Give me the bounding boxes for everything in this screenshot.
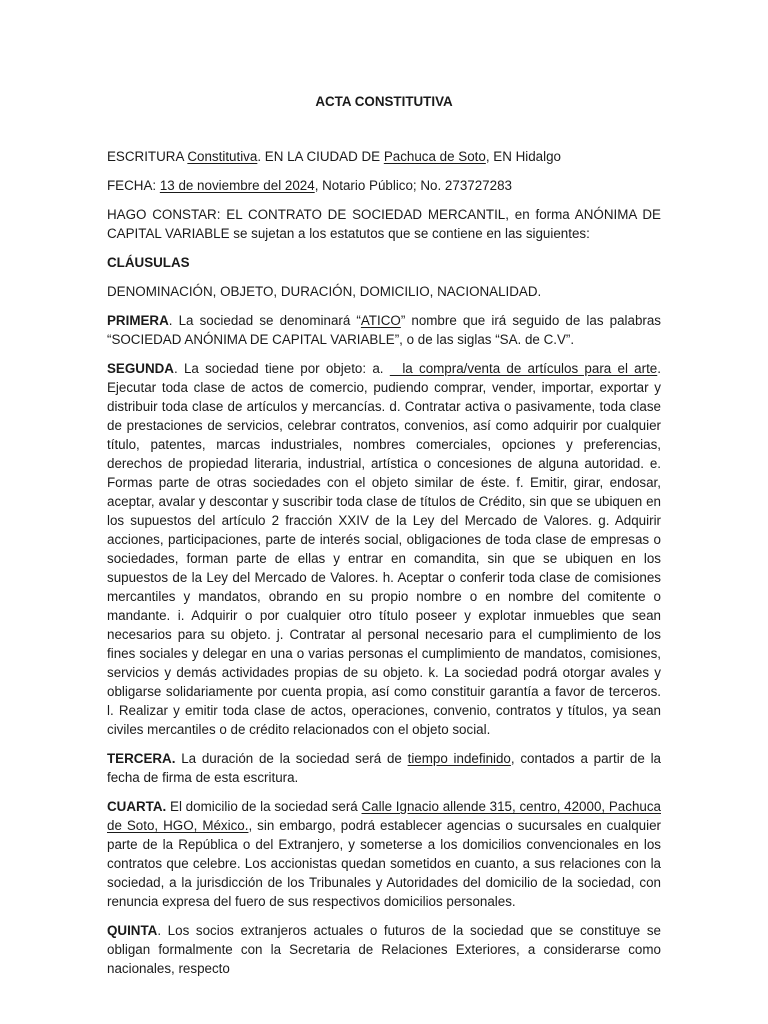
hago-constar-paragraph: HAGO CONSTAR: EL CONTRATO DE SOCIEDAD MERCANTIL, en forma ANÓNIMA DE CAPITAL VARIABLE se sujetan a los estatutos que se contiene en las siguientes: [107, 207, 661, 241]
company-name: ATICO [360, 313, 401, 328]
clause-quinta-label: QUINTA [107, 923, 158, 938]
escritura-city: Pachuca de Soto [383, 149, 486, 164]
clause-segunda-text-a: . La sociedad tiene por objeto: a. [173, 361, 390, 376]
clause-primera-text-a: . La sociedad se denominará “ [168, 313, 361, 328]
clause-cuarta [107, 797, 661, 911]
company-objective: la compra/venta de artículos para el arte [389, 361, 658, 376]
section-heading: DENOMINACIÓN, OBJETO, DURACIÓN, DOMICILIO, NACIONALIDAD. [107, 284, 542, 299]
clausulas-heading-text: CLÁUSULAS [107, 255, 190, 270]
clause-tercera [107, 749, 661, 787]
clause-primera [107, 311, 661, 349]
clause-cuarta-label: CUARTA. [107, 799, 167, 814]
clause-primera-label: PRIMERA [107, 313, 169, 328]
clause-quinta [107, 921, 661, 978]
document-page [107, 92, 661, 988]
escritura-prefix: ESCRITURA [107, 149, 188, 164]
fecha-date: 13 de noviembre del 2024 [159, 178, 315, 193]
escritura-type: Constitutiva [187, 149, 258, 164]
clausulas-heading [107, 253, 661, 272]
clause-quinta-text-a: . Los socios extranjeros actuales o futuros de la sociedad que se constituye se obligan formalmente con la Secretaria de Relaciones Exteriores, a considerarse como nacionales, respecto [107, 923, 661, 976]
escritura-suffix: , EN Hidalgo [485, 149, 562, 164]
fecha-suffix: , Notario Público; No. 273727283 [314, 178, 512, 193]
escritura-line [107, 147, 661, 166]
clause-segunda-label: SEGUNDA [107, 361, 174, 376]
fecha-label: FECHA: [107, 178, 160, 193]
company-address: Calle Ignacio allende 315, centro, 42000, Pachuca de Soto, HGO, México. [107, 799, 661, 833]
clause-cuarta-text-a: El domicilio de la sociedad será [166, 799, 362, 814]
clause-segunda-text-b: . Ejecutar toda clase de actos de comercio, pudiendo comprar, vender, importar, exportar y distribuir toda clase de artículos y mercancías. d. Contratar activa o pasivamente, toda clase de prestaciones de servicios, celebrar contratos, convenios, así como adquirir por cualquier título, patentes, marcas industriales, nombres comerciales, opciones y preferencias, derechos de propiedad literaria, industrial, artística o concesiones de alguna autoridad. e. Formas parte de otras sociedades con el objeto similar de éste. f. Emitir, girar, endosar, aceptar, avalar y descontar y suscribir toda clase de títulos de Crédito, sin que se ubiquen en los supuestos del artículo 2 fracción XXIV de la Ley del Mercado de Valores. g. Adquirir acciones, participaciones, parte de interés social, obligaciones de toda clase de empresas o sociedades, forman parte de ellas y entrar en comandita, sin que se ubiquen en los supuestos de la Ley del Mercado de Valores. h. Aceptar o conferir toda clase de comisiones mercantiles y mandatos, obrando en su propio nombre o en nombre del comitente o mandante. i. Adquirir o por cualquier otro título poseer y explotar inmuebles que sean necesarios para su objeto. j. Contratar al personal necesario para el cumplimiento de los fines sociales y delegar en una o varias personas el cumplimiento de mandatos, comisiones, servicios y demás actividades propias de su objeto. k. La sociedad podrá otorgar avales y obligarse solidariamente por cuenta propia, así como constituir garantía a favor de terceros. l. Realizar y emitir toda clase de actos, operaciones, convenio, contratos y títulos, ya sean civiles mercantiles o de crédito relacionados con el objeto social. [107, 361, 661, 737]
clause-tercera-text-a: La duración de la sociedad será de [175, 751, 408, 766]
clause-cuarta-text-b: , sin embargo, podrá establecer agencias o sucursales en cualquier parte de la República o del Extranjero, y someterse a los domicilios convencionales en los contratos que celebre. Los accionistas quedan sometidos en cuanto, a sus relaciones con la sociedad, a la jurisdicción de los Tribunales y Autoridades del domicilio de la sociedad, con renuncia expresa del fuero de sus respectivos domicilios personales. [107, 818, 661, 909]
clause-segunda [107, 359, 661, 739]
document-title: ACTA CONSTITUTIVA [315, 94, 453, 109]
fecha-line [107, 176, 661, 195]
company-duration: tiempo indefinido [407, 751, 511, 766]
clause-tercera-text-b: , contados a partir de la fecha de firma de esta escritura. [107, 751, 661, 785]
escritura-middle: . EN LA CIUDAD DE [257, 149, 384, 164]
clause-tercera-label: TERCERA. [107, 751, 176, 766]
clause-primera-text-b: ” nombre que irá seguido de las palabras “SOCIEDAD ANÓNIMA DE CAPITAL VARIABLE”, o de las siglas “SA. de C.V”. [107, 313, 661, 347]
